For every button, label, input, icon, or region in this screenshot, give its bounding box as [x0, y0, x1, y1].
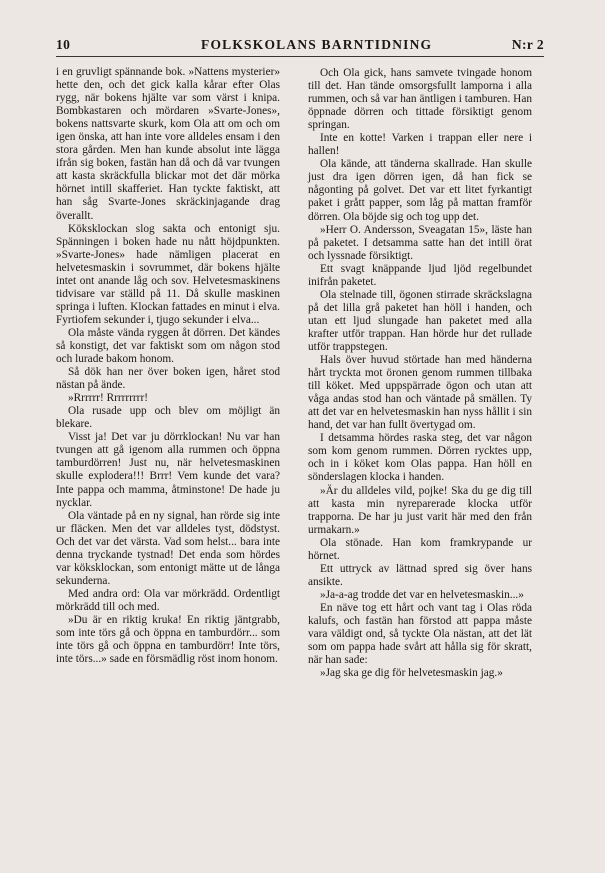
paragraph: »Herr O. Andersson, Sveagatan 15», läste han på paketet. I detsamma satte han det intill örat och lyssnade försiktigt. [308, 223, 532, 262]
right-column [308, 67, 532, 680]
paragraph: Ola stönade. Han kom framkrypande ur hörnet. [308, 536, 532, 562]
paragraph: Och Ola gick, hans samvete tvingade honom till det. Han tände omsorgsfullt lamporna i alla rummen, och så var han äntligen i tamburen. Han öppnade dörren och tittade försiktigt genom springan. [308, 67, 532, 132]
page-number: 10 [56, 37, 71, 52]
paragraph: Med andra ord: Ola var mörkrädd. Ordentligt mörkrädd till och med. [56, 587, 280, 613]
paragraph: »Ja-a-ag trodde det var en helvetesmaskin...» [320, 588, 524, 601]
paragraph: Ola kände, att tänderna skallrade. Han skulle just dra igen dörren igen, då han fick se någonting på golvet. Det var ett litet fyrkantigt paket i grått papper, som låg på mattan framför dörren. Ola böjde sig och tog upp det. [308, 158, 532, 223]
paragraph: Ola väntade på en ny signal, han rörde sig inte ur fläcken. Men det var alldeles tyst, dödstyst. Och det var det värsta. Vad som helst... bara inte denna tryckande tystnad! Det enda som hördes var köksklockan, som entonigt mätte ut de långa sekunderna. [56, 509, 280, 587]
left-column [56, 66, 280, 666]
paragraph: »Är du alldeles vild, pojke! Ska du ge dig till att kasta min nyreparerade klocka utför trapporna. De har ju just varit här med den från urmakarn.» [308, 484, 532, 536]
paragraph: En näve tog ett hårt och vant tag i Olas röda kalufs, och fastän han förstod att pappa måste vara väldigt ond, så tyckte Ola nästan, att det lät som om pappa hade svårt att hålla sig för skratt, när han sade: [308, 601, 532, 667]
page-header [56, 37, 544, 53]
paragraph: i en gruvligt spännande bok. »Nattens mysterier» hette den, och det gick kalla kårar efter Olas rygg, när bokens hjälte var som värst i knipa. Bombkastaren och mördaren »Svarte-Jones», bokens nattsvarte skurk, kom Ola att om och om igen önska, att han inte vore alldeles ensam i den stora gården. Men han kunde absolut inte lägga ifrån sig boken, fastän han då och då var tvungen att kasta skräckfulla blickar mot det där mörka hörnet intill skafferiet. Han tyckte faktiskt, att han såg Svarte-Jones skräckinjagande drag överallt. [56, 66, 280, 222]
paragraph: »Jag ska ge dig för helvetesmaskin jag.» [320, 667, 503, 680]
paragraph: Ett uttryck av lättnad spred sig över hans ansikte. [308, 562, 532, 588]
paragraph: Inte en kotte! Varken i trappan eller nere i hallen! [308, 132, 532, 158]
paragraph: Ett svagt knäppande ljud ljöd regelbundet inifrån paketet. [308, 262, 532, 288]
paragraph: »Rrrrrr! Rrrrrrrrr! [68, 392, 148, 405]
paragraph: Ola rusade upp och blev om möjligt än blekare. [56, 405, 280, 431]
paragraph: »Du är en riktig kruka! En riktig jäntgrabb, som inte törs gå och öppna en tamburdörr... som inte törs gå och öppna en tamburdörr! Inte törs, inte törs...» sade en försmädlig röst inom honom. [56, 613, 280, 666]
paragraph: Så dök han ner över boken igen, håret stod nästan på ände. [56, 366, 280, 392]
paragraph: Visst ja! Det var ju dörrklockan! Nu var han tvungen att gå igenom alla rummen och öppna tamburdörren! Just nu, när helvetesmaskinen skulle explodera!!! Brrr! Vem kunde det vara? Inte pappa och mamma, åtminstone! De hade ju nycklar. [56, 431, 280, 509]
paragraph: I detsamma hördes raska steg, det var någon som kom genom rummen. Dörren rycktes upp, och in i köket kom Olas pappa. Han höll en sönderslagen klocka i handen. [308, 432, 532, 484]
paragraph: Hals över huvud störtade han med händerna hårt tryckta mot öronen genom rummen tillbaka till köket. Med uppspärrade ögon och utan att våga andas stod han och väntade på smällen. Ty att det var en helvetesmaskin han nyss hållit i sin hand, det var han fullt övertygad om. [308, 354, 532, 432]
header-rule [56, 56, 544, 57]
paragraph: Köksklockan slog sakta och entonigt sju. Spänningen i boken hade nu nått höjdpunkten. »Svarte-Jones» hade nämligen placerat en helvetesmaskin i sovrummet, där bokens hjälte intet ont anande låg och sov. Helvetesmaskinens tidvisare var ställd på 11. Då skulle maskinen springa i luften. Klockan fattades en minut i elva. Fyrtiofem sekunder i, tjugo sekunder i elva... [56, 222, 280, 326]
paragraph: Ola måste vända ryggen åt dörren. Det kändes så konstigt, det var faktiskt som om någon stod och lurade bakom honom. [56, 326, 280, 366]
paragraph: Ola stelnade till, ögonen stirrade skräckslagna på det lilla grå paketet han höll i handen, och utan ett ljud slungade han paketet med alla krafter utför trappan. Han hörde hur det rullade utför trappstegen. [308, 288, 532, 353]
publication-title: FOLKSKOLANS BARNTIDNING [201, 37, 433, 52]
issue-number: N:r 2 [511, 37, 544, 52]
